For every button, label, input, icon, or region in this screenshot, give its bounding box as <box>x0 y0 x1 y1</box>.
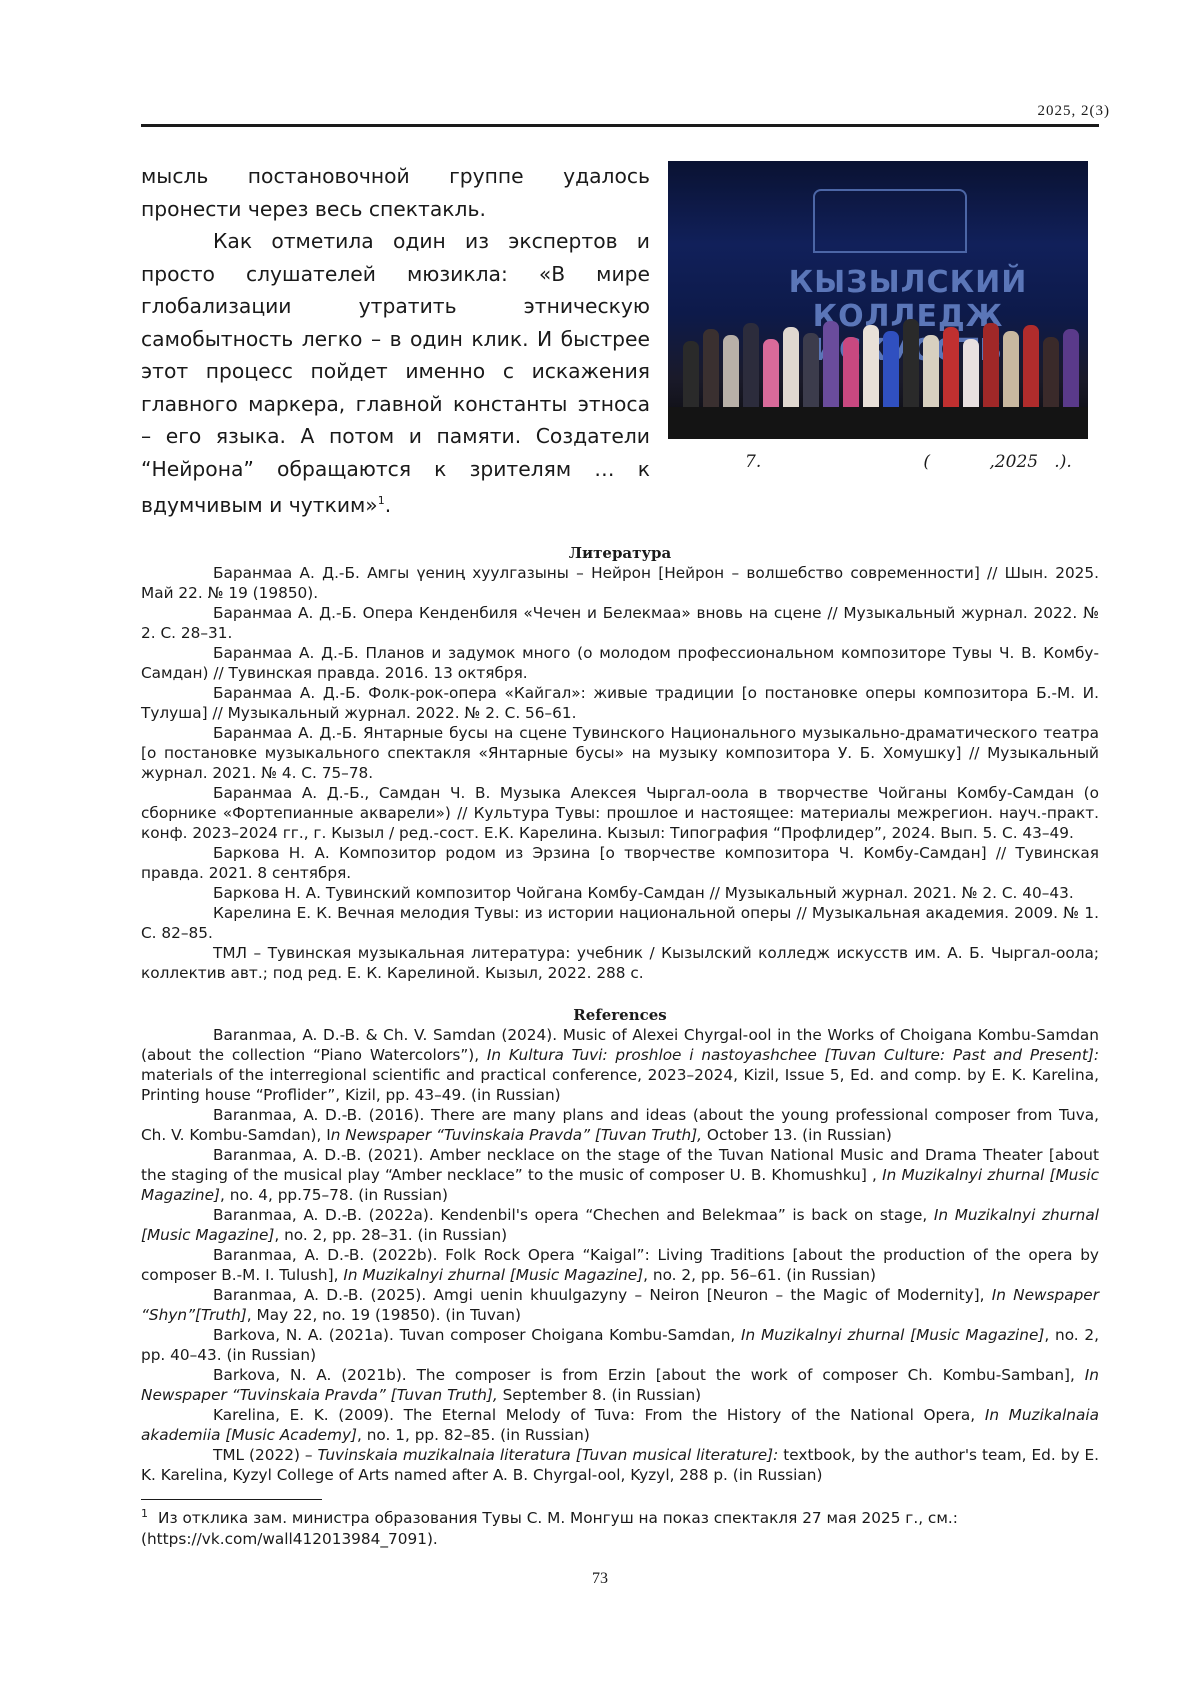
footnote-text: Из отклика зам. министра образования Тувы С. М. Монгуш на показ спектакля 27 мая 2025 г., см.: (https://vk.com/wall412013984_7091). <box>141 1509 958 1548</box>
performers-crowd <box>678 311 1083 411</box>
literature-item: Баркова Н. А. Композитор родом из Эрзина [о творчестве композитора Ч. Комбу-Самдан] // Тувинская правда. 2021. 8 сентября. <box>141 843 1099 883</box>
header-rule <box>141 124 1099 127</box>
reference-item: Barkova, N. A. (2021a). Tuvan composer Choigana Kombu-Samdan, In Muzikalnyi zhurnal [Music Magazine], no. 2, pp. 40–43. (in Russian) <box>141 1325 1099 1365</box>
literature-item: Баранмаа А. Д.-Б. Фолк-рок-опера «Кайгал»: живые традиции [о постановке оперы композитора Б.-М. И. Тулуша] // Музыкальный журнал. 2022. № 2. С. 56–61. <box>141 683 1099 723</box>
literature-item: ТМЛ – Тувинская музыкальная литература: учебник / Кызылский колледж искусств им. А. Б. Чыргал-оола; коллектив авт.; под ред. Е. К. Карелиной. Кызыл, 2022. 288 с. <box>141 943 1099 983</box>
literature-item: Карелина Е. К. Вечная мелодия Тувы: из истории национальной оперы // Музыкальная академия. 2009. № 1. С. 82–85. <box>141 903 1099 943</box>
stage-photo <box>668 161 1088 439</box>
banner-line-1: КЫЗЫЛСКИЙ <box>728 266 1088 300</box>
literature-item: Баранмаа А. Д.-Б. Янтарные бусы на сцене Тувинского Национального музыкально-драматического театра [о постановке музыкального спектакля «Янтарные бусы» на музыку композитора У. Б. Хомушку] // Музыкальный журнал. 2021. № 4. С. 75–78. <box>141 723 1099 783</box>
footnote <box>141 1503 1099 1550</box>
literature-item: Баранмаа А. Д.-Б. Амгы үениң хуулгазыны – Нейрон [Нейрон – волшебство современности] // Шын. 2025. Май 22. № 19 (19850). <box>141 563 1099 603</box>
reference-item: Baranmaa, A. D.-B. (2025). Amgi uenin khuulgazyny – Neiron [Neuron – the Magic of Modernity], In Newspaper “Shyn”[Truth], May 22, no. 19 (19850). (in Tuvan) <box>141 1285 1099 1325</box>
page-number: 73 <box>0 1570 1200 1588</box>
body-text-column <box>141 160 650 521</box>
reference-item: Baranmaa, A. D.-B. & Ch. V. Samdan (2024). Music of Alexei Chyrgal-ool in the Works of Choigana Kombu-Samdan (about the collection “Piano Watercolors”), In Kultura Tuvi: proshloe i nastoyashchee [Tuvan Culture: Past and Present]: materials of the interregional scientific and practical conference, 2023–2024, Kizil, Issue 5, Ed. and comp. by E. K. Karelina, Printing house “Proflider”, Kizil, pp. 43–49. (in Russian) <box>141 1025 1099 1105</box>
reference-item: Baranmaa, A. D.-B. (2022a). Kendenbil's opera “Chechen and Belekmaa” is back on stage, In Muzikalnyi zhurnal [Music Magazine], no. 2, pp. 28–31. (in Russian) <box>141 1205 1099 1245</box>
literature-item: Баранмаа А. Д.-Б., Самдан Ч. В. Музыка Алексея Чыргал-оола в творчестве Чойганы Комбу-Самдан (о сборнике «Фортепианные акварели») // Культура Тувы: прошлое и настоящее: материалы межрегион. науч.-практ. конф. 2023–2024 гг., г. Кызыл / ред.-сост. Е.К. Карелина. Кызыл: Типография “Профлидер”, 2024. Вып. 5. С. 43–49. <box>141 783 1099 843</box>
references-section <box>141 1005 1099 1485</box>
body-paragraph-2: Как отметила один из экспертов и просто слушателей мюзикла: «В мире глобализации утратить этническую самобытность легко – в один клик. И быстрее этот процесс пойдет именно с искажения главного маркера, главной константы этноса – его языка. А потом и памяти. Создатели “Нейрона” обращаются к зрителям … к вдумчивым и чутким»1. <box>141 225 650 521</box>
building-emblem <box>813 189 967 253</box>
body-paragraph-1: мысль постановочной группе удалось пронести через весь спектакль. <box>141 160 650 225</box>
figure-caption: 7. ( ,2025 .). <box>745 452 1072 472</box>
reference-item: Barkova, N. A. (2021b). The composer is from Erzin [about the work of composer Ch. Kombu-Samban], In Newspaper “Tuvinskaia Pravda” [Tuvan Truth], September 8. (in Russian) <box>141 1365 1099 1405</box>
journal-issue: 2025, 2(3) <box>1038 103 1111 120</box>
footnote-rule <box>141 1499 322 1500</box>
footnote-ref[interactable]: 1 <box>378 494 385 507</box>
reference-item: Baranmaa, A. D.-B. (2022b). Folk Rock Opera “Kaigal”: Living Traditions [about the production of the opera by composer B.-M. I. Tulush], In Muzikalnyi zhurnal [Music Magazine], no. 2, pp. 56–61. (in Russian) <box>141 1245 1099 1285</box>
footnote-number: 1 <box>141 1507 148 1520</box>
literature-item: Баранмаа А. Д.-Б. Опера Кенденбиля «Чечен и Белекмаа» вновь на сцене // Музыкальный журнал. 2022. № 2. С. 28–31. <box>141 603 1099 643</box>
reference-item: TML (2022) – Tuvinskaia muzikalnaia literatura [Tuvan musical literature]: textbook, by the author's team, Ed. by E. K. Karelina, Kyzyl College of Arts named after A. B. Chyrgal-ool, Kyzyl, 288 p. (in Russian) <box>141 1445 1099 1485</box>
reference-item: Baranmaa, A. D.-B. (2021). Amber necklace on the stage of the Tuvan National Music and Drama Theater [about the staging of the musical play “Amber necklace” to the music of composer U. B. Khomushku] , In Muzikalnyi zhurnal [Music Magazine], no. 4, pp.75–78. (in Russian) <box>141 1145 1099 1205</box>
banner-line-2: КОЛЛЕДЖ <box>728 300 1088 368</box>
literature-section <box>141 543 1099 983</box>
reference-item: Baranmaa, A. D.-B. (2016). There are many plans and ideas (about the young professional composer from Tuva, Ch. V. Kombu-Samdan), In Newspaper “Tuvinskaia Pravda” [Tuvan Truth], October 13. (in Russian) <box>141 1105 1099 1145</box>
literature-item: Баркова Н. А. Тувинский композитор Чойгана Комбу-Самдан // Музыкальный журнал. 2021. № 2. С. 40–43. <box>141 883 1099 903</box>
literature-item: Баранмаа А. Д.-Б. Планов и задумок много (о молодом профессиональном композиторе Тувы Ч. В. Комбу-Самдан) // Тувинская правда. 2016. 13 октября. <box>141 643 1099 683</box>
reference-item: Karelina, E. K. (2009). The Eternal Melody of Tuva: From the History of the National Opera, In Muzikalnaia akademiia [Music Academy], no. 1, pp. 82–85. (in Russian) <box>141 1405 1099 1445</box>
body-paragraph-2-text: Как отметила один из экспертов и просто слушателей мюзикла: «В мире глобализации утратить этническую самобытность легко – в один клик. И быстрее этот процесс пойдет именно с искажения главного маркера, главной константы этноса – его языка. А потом и памяти. Создатели “Нейрона” обращаются к зрителям … к вдумчивым и чутким» <box>141 229 650 517</box>
literature-heading: Литература <box>141 543 1099 563</box>
references-heading: References <box>141 1005 1099 1025</box>
stage-floor <box>668 407 1088 439</box>
